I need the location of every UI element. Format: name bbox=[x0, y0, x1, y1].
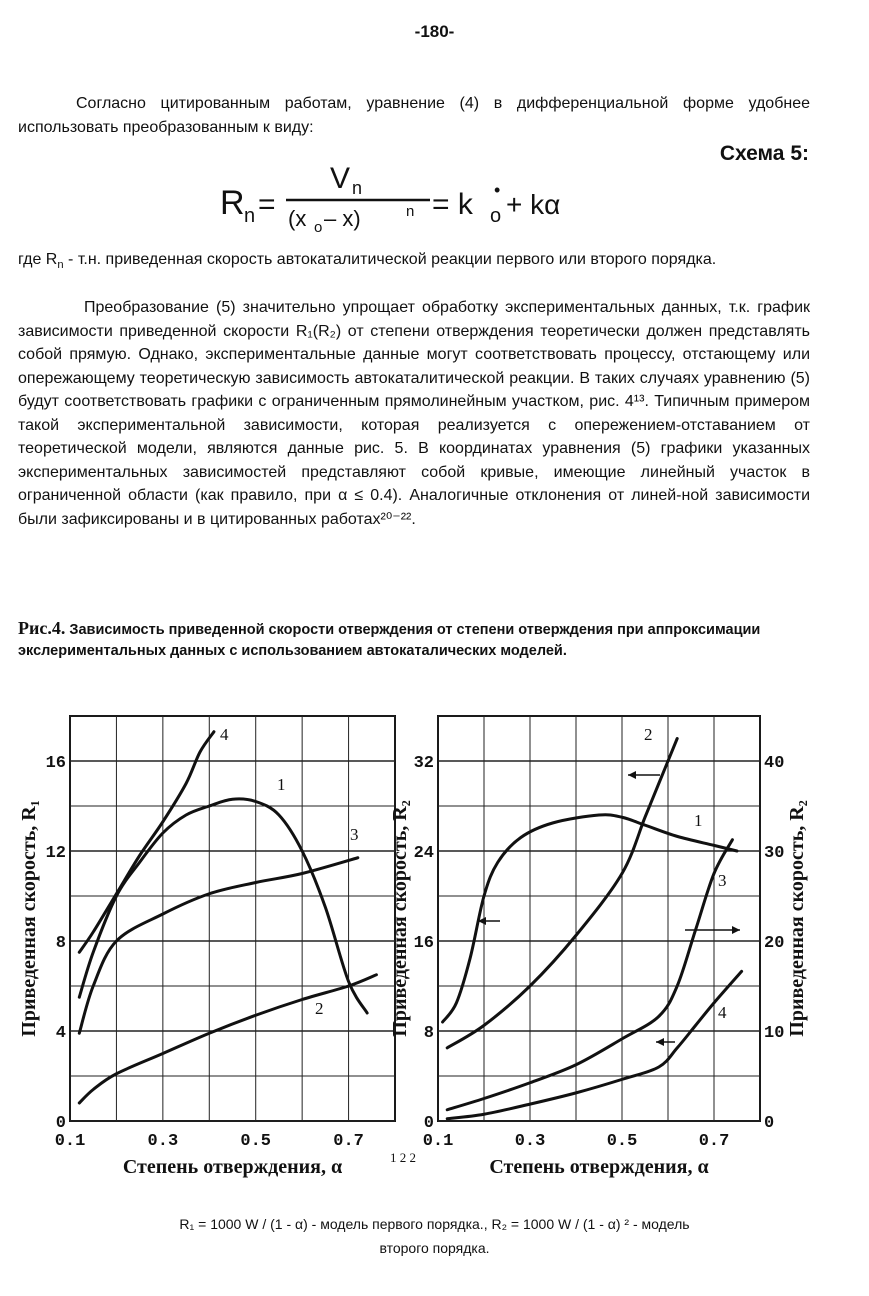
y-right-tick-label: 10 bbox=[764, 1024, 785, 1043]
paragraph-definition: где $R_n - т.н$. приведенная скорость автокаталитической реакции первого или второго порядка. bbox=[18, 251, 717, 272]
series-line-1 bbox=[79, 799, 367, 1013]
x-tick-label: 0.5 bbox=[606, 1132, 638, 1151]
x-tick-label: 0.1 bbox=[422, 1132, 454, 1151]
formula-rhs-sub: o bbox=[490, 205, 502, 227]
y-tick-label: 0 bbox=[55, 1114, 66, 1133]
figure-footer bbox=[0, 1212, 869, 1260]
series-label-3: 3 bbox=[350, 825, 359, 844]
formula-denominator-sub: o bbox=[314, 219, 323, 236]
footer-line-1: R₁ = 1000 W / (1 - α) - модель первого порядка., R₂ = 1000 W / (1 - α) ² - модель bbox=[179, 1216, 690, 1232]
series-label-4: 4 bbox=[220, 725, 229, 744]
y-tick-label: 0 bbox=[423, 1114, 434, 1133]
y-right-tick-label: 40 bbox=[764, 754, 785, 773]
schema-label: Схема 5: bbox=[719, 142, 809, 165]
y-right-tick-label: 20 bbox=[764, 934, 785, 953]
y-right-axis-label: Приведенная скорость, R₂ bbox=[786, 800, 808, 1037]
series-label-4: 4 bbox=[718, 1003, 727, 1022]
formula-lhs-sub: n bbox=[244, 205, 256, 227]
y-tick-label: 32 bbox=[413, 754, 434, 773]
y-tick-label: 8 bbox=[55, 934, 66, 953]
y-tick-label: 24 bbox=[413, 844, 434, 863]
x-tick-label: 0.3 bbox=[514, 1132, 546, 1151]
figure-caption bbox=[18, 618, 808, 662]
svg-text:=: = bbox=[258, 188, 276, 221]
series-line-2 bbox=[447, 739, 677, 1048]
svg-text:•: • bbox=[494, 180, 501, 200]
y-axis-label: Приведенная скорость, R₂ bbox=[389, 800, 411, 1037]
x-tick-label: 0.3 bbox=[147, 1132, 179, 1151]
annotation-arrow-head bbox=[732, 926, 740, 934]
y-tick-label: 16 bbox=[413, 934, 434, 953]
chart-left-r1 bbox=[15, 700, 415, 1185]
formula-denominator-sup: n bbox=[406, 203, 415, 220]
series-label-2: 2 bbox=[315, 999, 324, 1018]
formula-rhs-rest: + kα bbox=[506, 189, 561, 220]
x-axis-label: Степень отверждения, α bbox=[489, 1156, 709, 1178]
stray-marks: 1 2 2 bbox=[390, 1150, 416, 1165]
footer-line-2: второго порядка. bbox=[379, 1240, 490, 1256]
y-axis-label: Приведенная скорость, R₁ bbox=[18, 800, 40, 1037]
annotation-arrow-head bbox=[656, 1038, 664, 1046]
y-right-tick-label: 30 bbox=[764, 844, 785, 863]
y-tick-label: 4 bbox=[55, 1024, 66, 1043]
chart-right-r2 bbox=[389, 700, 840, 1185]
series-label-3: 3 bbox=[718, 871, 727, 890]
y-tick-label: 12 bbox=[45, 844, 66, 863]
annotation-arrow-head bbox=[628, 771, 636, 779]
series-label-1: 1 bbox=[694, 811, 703, 830]
formula-5 bbox=[220, 160, 640, 240]
paragraph-intro: Согласно цитированным работам, уравнение (4) в дифференциальной форме удобнее использовать преобразованным к виду: bbox=[18, 95, 810, 136]
formula-numerator-sub: n bbox=[352, 178, 363, 198]
paragraph-main: Преобразование (5) значительно упрощает обработку экспериментальных данных, т.к. график зависимости приведенной скорости R₁(R₂) от степени отверждения теоретически должен представлять собой прямую. Однако, экспериментальные данные могут соответствовать процессу, отстающему или опережающему теоретическую зависимость автокаталитической реакции. В таких случаях уравнению (5) будут соответствовать графики с ограниченным прямолинейным участком, рис. 4¹³. Типичным примером такой экспериментальной зависимости, которая реализуется с опережением-отставанием от теоретической модели, являются данные рис. 5. В координатах уравнения (5) графики указанных экспериментальных зависимостей представляют собой кривые, имеющие линейный участок в ограниченной области (как правило, при α ≤ 0.4). Аналогичные отклонения от линей-ной зависимости были зафиксированы и в цитированных работах²⁰⁻²². bbox=[18, 299, 810, 528]
x-tick-label: 0.7 bbox=[333, 1132, 364, 1151]
page-number: -180- bbox=[414, 22, 455, 41]
formula-rhs: = k bbox=[432, 188, 473, 221]
series-label-2: 2 bbox=[644, 725, 653, 744]
plot-frame bbox=[438, 716, 760, 1121]
x-tick-label: 0.5 bbox=[240, 1132, 272, 1151]
formula-lhs: R bbox=[220, 184, 245, 222]
formula-denominator-rest: – x) bbox=[324, 206, 361, 231]
y-right-tick-label: 0 bbox=[764, 1114, 775, 1133]
x-axis-label: Степень отверждения, α bbox=[122, 1156, 343, 1178]
formula-numerator: V bbox=[330, 162, 351, 195]
series-label-1: 1 bbox=[277, 775, 286, 794]
figure-caption-text: Зависимость приведенной скорости отверждения от степени отверждения при аппроксимации экслериментальных данных с использованием автокаталических моделей. bbox=[18, 622, 761, 659]
x-tick-label: 0.1 bbox=[54, 1132, 86, 1151]
plot-frame bbox=[70, 716, 395, 1121]
y-tick-label: 8 bbox=[423, 1024, 434, 1043]
series-line-2 bbox=[79, 975, 376, 1103]
formula-denominator: (x bbox=[288, 206, 307, 231]
figure-caption-label: Рис.4. bbox=[18, 618, 66, 638]
x-tick-label: 0.7 bbox=[698, 1132, 730, 1151]
series-line-4 bbox=[79, 732, 214, 953]
y-tick-label: 16 bbox=[45, 754, 66, 773]
